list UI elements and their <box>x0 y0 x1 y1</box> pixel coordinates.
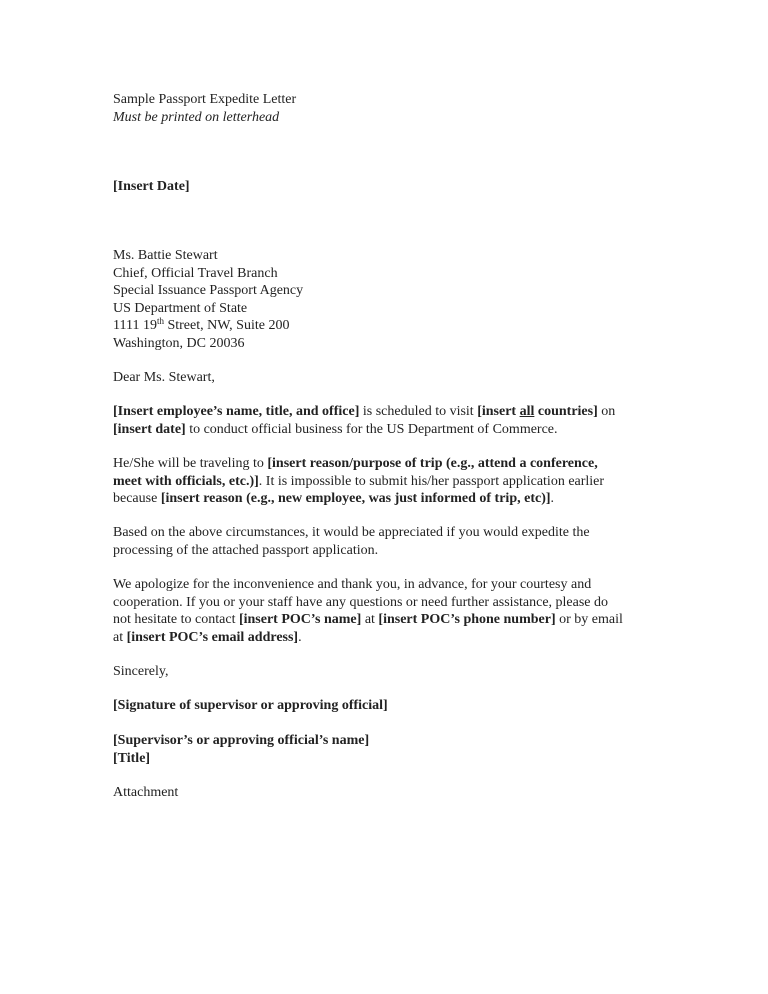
closing: Sincerely, <box>113 664 169 679</box>
paragraph-contact: We apologize for the inconvenience and thank you, in advance, for your courtesy and cooperation. If you or your staff have any questions or need further assistance, please do not hesitate to contact [insert POC’s name] at [insert POC’s phone number] or by email at [insert POC’s email address]. <box>113 577 623 645</box>
signer-name-placeholder: [Supervisor’s or approving official’s name] <box>113 733 370 748</box>
signer-block <box>113 732 653 767</box>
letterhead-note: Must be printed on letterhead <box>113 109 280 125</box>
trip-purpose-placeholder: [insert reason/purpose of trip (e.g., attend a conference, <box>267 456 598 471</box>
poc-phone-placeholder: [insert POC’s phone number] <box>378 612 556 627</box>
recipient-title: Chief, Official Travel Branch <box>113 265 278 281</box>
delay-reason-placeholder: [insert reason (e.g., new employee, was just informed of trip, etc)] <box>160 491 551 506</box>
letter-header <box>113 91 653 126</box>
recipient-address <box>113 247 653 352</box>
paragraph-visit: [Insert employee’s name, title, and office] is scheduled to visit [insert all countries] on [insert date] to conduct official business for the US Department of Commerce. <box>113 404 616 437</box>
recipient-street: 1111 19th Street, NW, Suite 200 <box>113 316 290 333</box>
countries-placeholder: [insert all countries] <box>477 404 598 419</box>
visit-date-placeholder: [insert date] <box>113 421 186 437</box>
poc-name-placeholder: [insert POC’s name] <box>238 612 362 627</box>
recipient-dept: US Department of State <box>113 300 248 316</box>
recipient-city: Washington, DC 20036 <box>113 335 245 351</box>
recipient-name: Ms. Battie Stewart <box>113 248 218 263</box>
employee-placeholder: [Insert employee’s name, title, and office] <box>113 404 360 419</box>
recipient-org: Special Issuance Passport Agency <box>113 283 304 298</box>
enclosure-note: Attachment <box>113 785 179 800</box>
date-placeholder: [Insert Date] <box>113 179 190 194</box>
paragraph-request: Based on the above circumstances, it would be appreciated if you would expedite the processing of the attached passport application. <box>113 525 590 558</box>
document-title: Sample Passport Expedite Letter <box>113 92 297 107</box>
signature-placeholder: [Signature of supervisor or approving official] <box>113 698 388 713</box>
salutation: Dear Ms. Stewart, <box>113 370 215 385</box>
paragraph-reason: He/She will be traveling to [insert reason/purpose of trip (e.g., attend a conference, meet with officials, etc.)]. It is impossible to submit his/her passport application earlier because [insert reason (e.g., new employee, was just informed of trip, etc)]. <box>113 456 605 506</box>
poc-email-placeholder: [insert POC’s email address] <box>126 629 299 645</box>
signer-title-placeholder: [Title] <box>113 750 151 766</box>
